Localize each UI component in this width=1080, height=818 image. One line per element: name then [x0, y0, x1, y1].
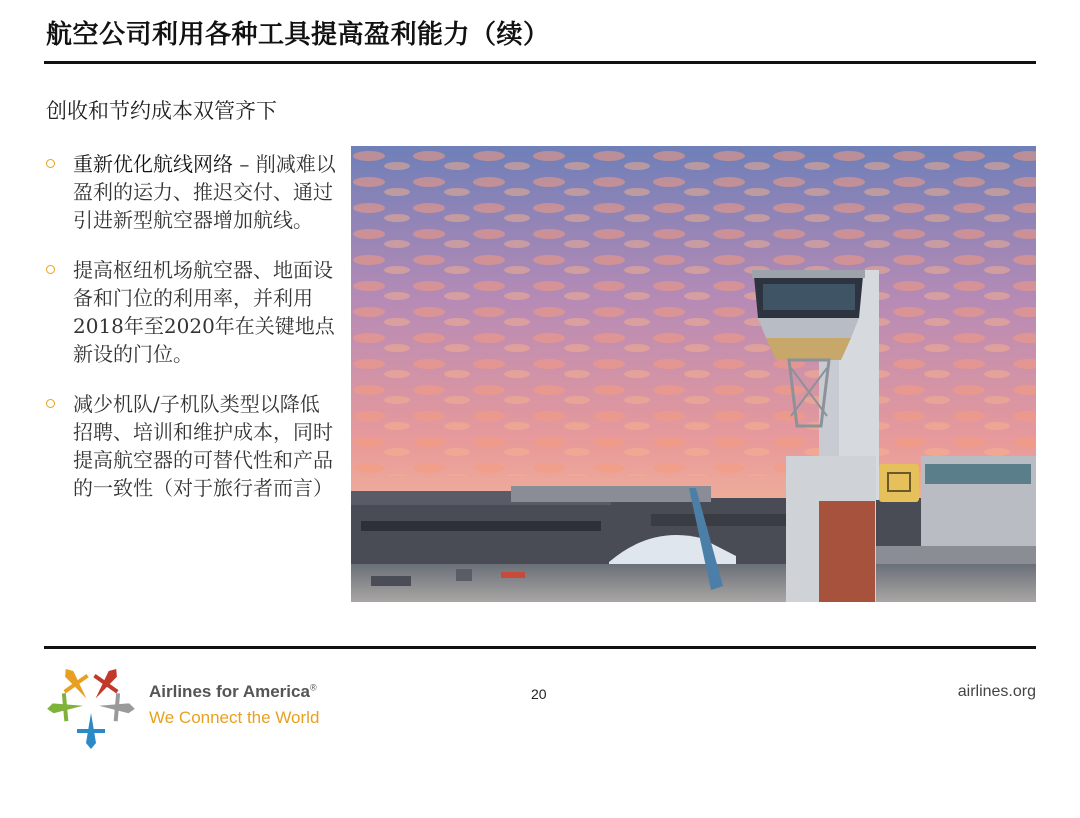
- org-name: Airlines for America®: [149, 682, 317, 701]
- website-link[interactable]: airlines.org: [957, 683, 1036, 700]
- slide-subtitle: 创收和节约成本双管齐下: [46, 99, 277, 123]
- plane-star-logo-icon: [44, 658, 138, 752]
- title-divider: [44, 61, 1036, 64]
- bullet-circle-icon: [46, 265, 55, 274]
- page-number: 20: [531, 686, 547, 702]
- bullet-item: [46, 150, 336, 234]
- airport-tower-photo: [351, 146, 1036, 602]
- bullet-text: 减少机队/子机队类型以降低招聘、培训和维护成本，同时提高航空器的可替代性和产品的一致性（对于旅行者而言）: [73, 392, 333, 500]
- footer-divider: [44, 646, 1036, 649]
- bullet-circle-icon: [46, 399, 55, 408]
- bullet-text: 提高枢纽机场航空器、地面设备和门位的利用率，并利用2018年至2020年在关键地点新设的门位。: [73, 258, 335, 366]
- slide-title: 航空公司利用各种工具提高盈利能力（续）: [46, 20, 550, 50]
- bullet-text: – 削减难以盈利的运力、推迟交付、通过引进新型航空器增加航线。: [73, 152, 336, 232]
- bullet-lead: 重新优化航线网络: [73, 152, 233, 176]
- bullet-item: [46, 256, 336, 368]
- bullet-list: [46, 150, 336, 524]
- org-tagline: We Connect the World: [149, 708, 320, 727]
- bullet-circle-icon: [46, 159, 55, 168]
- airlines-for-america-logo: [44, 658, 138, 752]
- bullet-item: [46, 390, 336, 502]
- photo-illustration: [351, 146, 1036, 602]
